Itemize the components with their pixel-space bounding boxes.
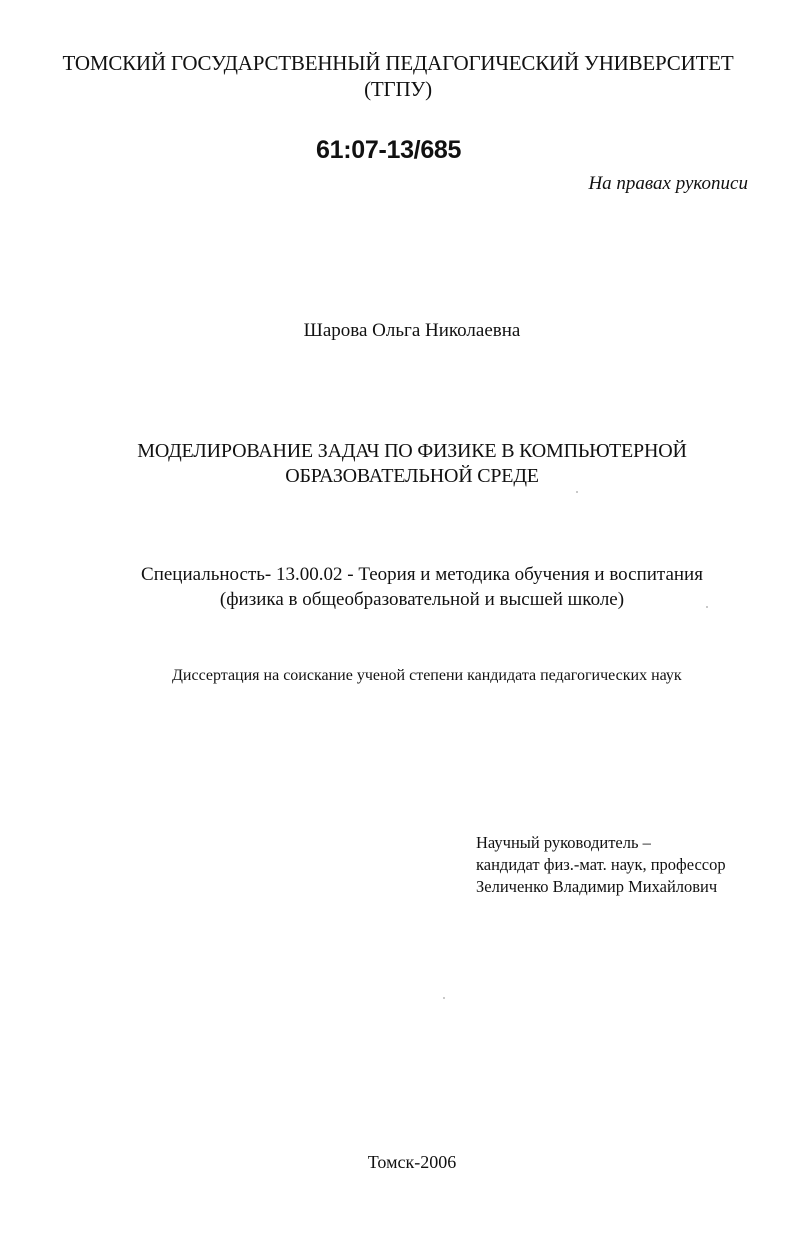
specialty-line-1: Специальность- 13.00.02 - Теория и методика обучения и воспитания	[141, 564, 703, 585]
university-name: ТОМСКИЙ ГОСУДАРСТВЕННЫЙ ПЕДАГОГИЧЕСКИЙ УНИВЕРСИТЕТ	[62, 51, 734, 75]
supervisor-line-3: Зеличенко Владимир Михайлович	[476, 877, 718, 896]
author-name: Шарова Ольга Николаевна	[303, 320, 521, 341]
catalog-code: 61:07-13/685	[316, 136, 462, 164]
supervisor-line-1: Научный руководитель –	[476, 833, 651, 852]
supervisor-block	[476, 832, 726, 898]
scan-speck	[706, 606, 708, 608]
specialty-block	[0, 562, 796, 612]
dissertation-title	[0, 439, 796, 489]
university-header	[0, 50, 796, 102]
dissertation-note: Диссертация на соискание ученой степени кандидата педагогических наук	[172, 667, 682, 684]
scan-speck	[443, 997, 445, 999]
specialty-line-2: (физика в общеобразовательной и высшей школе)	[219, 589, 625, 610]
supervisor-line-2: кандидат физ.-мат. наук, профессор	[476, 855, 726, 874]
title-line-1: МОДЕЛИРОВАНИЕ ЗАДАЧ ПО ФИЗИКЕ В КОМПЬЮТЕРНОЙ	[137, 440, 687, 462]
place-year: Томск-2006	[367, 1152, 457, 1172]
university-abbreviation: (ТГПУ)	[364, 77, 432, 101]
title-line-2: ОБРАЗОВАТЕЛЬНОЙ СРЕДЕ	[285, 465, 539, 487]
scan-speck	[576, 491, 578, 493]
rights-note: На правах рукописи	[588, 173, 748, 194]
